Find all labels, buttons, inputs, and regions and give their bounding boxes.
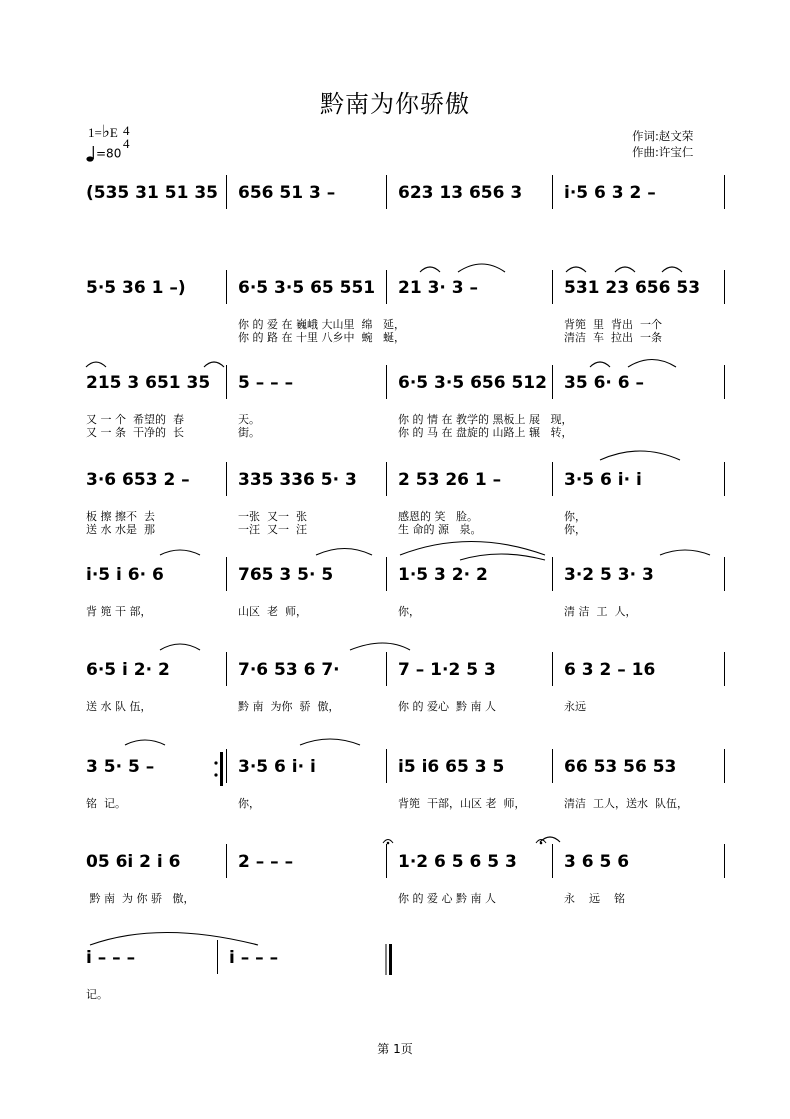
lyric-line: 送 水 水是 那 <box>86 523 155 536</box>
barline <box>552 652 553 686</box>
barline <box>724 844 725 878</box>
barline <box>552 749 553 783</box>
measure-notes: 3 6 5 6 <box>564 852 630 872</box>
lyric-line: 山区 老 师， <box>238 605 307 618</box>
lyric-line: 你 的 爱 心 黔 南 人 <box>398 892 496 905</box>
lyric-line: 背篼 干部，山区 老 师， <box>398 797 526 810</box>
barline <box>217 940 218 974</box>
key-note: E <box>109 125 118 140</box>
barline <box>226 844 227 878</box>
measure-notes: 3·5 6 i· i <box>564 470 642 490</box>
key-signature <box>88 122 118 142</box>
quarter-note-icon <box>86 145 96 163</box>
measure-notes: i – – – <box>229 948 279 968</box>
flat-icon: ♭ <box>101 122 110 141</box>
barline <box>386 462 387 496</box>
lyric-line: 黔 南 为 你 骄 傲， <box>86 892 195 905</box>
tempo-marking <box>86 145 121 163</box>
barline <box>552 175 553 209</box>
measure-notes: 6 3 2 – 16 <box>564 660 656 680</box>
measure-notes: 05 6i 2 i 6 <box>86 852 181 872</box>
measure-notes: 623 13 656 3 <box>398 183 523 203</box>
barline <box>226 749 227 783</box>
lyric-line: 你 的 情 在 教学的 黑板上 展 现， <box>398 413 573 426</box>
barline <box>724 462 725 496</box>
measure-notes: 3·5 6 i· i <box>238 757 316 777</box>
lyric-line: 记。 <box>86 988 108 1001</box>
barline <box>552 557 553 591</box>
barline <box>552 365 553 399</box>
measure-notes: 7 – 1·2 5 3 <box>398 660 496 680</box>
measure-notes: 335 336 5· 3 <box>238 470 357 490</box>
measure-notes: 2 – – – <box>238 852 294 872</box>
lyric-line: 送 水 队 伍， <box>86 700 152 713</box>
lyric-line: 你， <box>398 605 420 618</box>
barline <box>552 462 553 496</box>
barline <box>724 175 725 209</box>
measure-notes: 656 51 3 – <box>238 183 336 203</box>
barline <box>724 365 725 399</box>
lyric-line: 一汪 又一 汪 <box>238 523 307 536</box>
key-prefix: 1= <box>88 125 102 140</box>
lyric-line: 你， <box>238 797 260 810</box>
measure-notes: 3 5· 5 – <box>86 757 155 777</box>
composer: 作曲:许宝仁 <box>632 145 694 159</box>
lyric-line: 铭 记。 <box>86 797 126 810</box>
measure-notes: 6·5 i 2· 2 <box>86 660 170 680</box>
barline <box>386 557 387 591</box>
measure-notes: i – – – <box>86 948 136 968</box>
lyric-line: 天。 <box>238 413 260 426</box>
lyric-line: 生 命的 源 泉。 <box>398 523 482 536</box>
lyric-line: 背 篼 干 部， <box>86 605 152 618</box>
measure-notes: 66 53 56 53 <box>564 757 677 777</box>
lyric-line: 板 擦 擦不 去 <box>86 510 155 523</box>
measure-notes: 2 53 26 1 – <box>398 470 502 490</box>
measure-notes: 35 6· 6 – <box>564 373 645 393</box>
measure-notes: 21 3· 3 – <box>398 278 479 298</box>
barline <box>386 749 387 783</box>
measure-notes: i·5 6 3 2 – <box>564 183 656 203</box>
lyric-line: 你 的 爱心 黔 南 人 <box>398 700 496 713</box>
lyric-line: 又 一 个 希望的 春 <box>86 413 184 426</box>
page-footer: 第 1页 <box>377 1042 413 1056</box>
page-title: 黔南为你骄傲 <box>320 90 470 118</box>
lyric-line: 清 洁 工 人， <box>564 605 637 618</box>
lyric-line: 你 的 爱 在 巍峨 大山里 绵 延， <box>238 318 405 331</box>
measure-notes: 5·5 36 1 –) <box>86 278 186 298</box>
barline <box>386 844 387 878</box>
tempo-value: =80 <box>96 146 122 161</box>
lyricist: 作词:赵文荣 <box>632 129 694 143</box>
measure-notes: 5 – – – <box>238 373 294 393</box>
barline <box>226 270 227 304</box>
measure-notes: 3·2 5 3· 3 <box>564 565 654 585</box>
lyric-line: 清洁 工人，送水 队伍， <box>564 797 688 810</box>
barline <box>724 557 725 591</box>
barline <box>226 652 227 686</box>
barline <box>226 365 227 399</box>
barline <box>724 270 725 304</box>
barline <box>386 270 387 304</box>
lyric-line: 感恩的 笑 脸。 <box>398 510 478 523</box>
barline <box>226 175 227 209</box>
lyric-line: 街。 <box>238 426 260 439</box>
time-signature <box>123 124 130 150</box>
barline <box>386 365 387 399</box>
measure-notes: 3·6 653 2 – <box>86 470 190 490</box>
credits <box>632 128 693 160</box>
time-bottom: 4 <box>123 136 130 151</box>
lyric-line: 你， <box>564 523 586 536</box>
measure-notes: i·5 i 6· 6 <box>86 565 164 585</box>
measure-notes: 1·5 3 2· 2 <box>398 565 488 585</box>
lyric-line: 黔 南 为你 骄 傲， <box>238 700 340 713</box>
measure-notes: 765 3 5· 5 <box>238 565 334 585</box>
barline <box>552 844 553 878</box>
lyric-line: 你 的 马 在 盘旋的 山路上 辗 转， <box>398 426 573 439</box>
barline <box>226 557 227 591</box>
lyric-line: 永远 <box>564 700 586 713</box>
measure-notes: i5 i6 65 3 5 <box>398 757 505 777</box>
barline <box>724 652 725 686</box>
lyric-line: 背篼 里 背出 一个 <box>564 318 662 331</box>
barline <box>386 175 387 209</box>
lyric-line: 永 远 铭 <box>564 892 625 905</box>
lyric-line: 一张 又一 张 <box>238 510 307 523</box>
lyric-line: 又 一 条 干净的 长 <box>86 426 184 439</box>
barline <box>724 749 725 783</box>
barline <box>226 462 227 496</box>
measure-notes: 1·2 6 5 6 5 3 <box>398 852 517 872</box>
measure-notes: 531 23 656 53 <box>564 278 701 298</box>
measure-notes: 215 3 651 35 <box>86 373 211 393</box>
lyric-line: 你 的 路 在 十里 八乡中 蜿 蜒， <box>238 331 405 344</box>
lyric-line: 清洁 车 拉出 一条 <box>564 331 662 344</box>
time-top: 4 <box>123 123 130 138</box>
measure-notes: 7·6 53 6 7· <box>238 660 340 680</box>
lyric-line: 你， <box>564 510 586 523</box>
barline <box>552 270 553 304</box>
measure-notes: 6·5 3·5 656 512 <box>398 373 547 393</box>
measure-notes: (535 31 51 35 <box>86 183 218 203</box>
barline <box>386 652 387 686</box>
measure-notes: 6·5 3·5 65 551 <box>238 278 376 298</box>
